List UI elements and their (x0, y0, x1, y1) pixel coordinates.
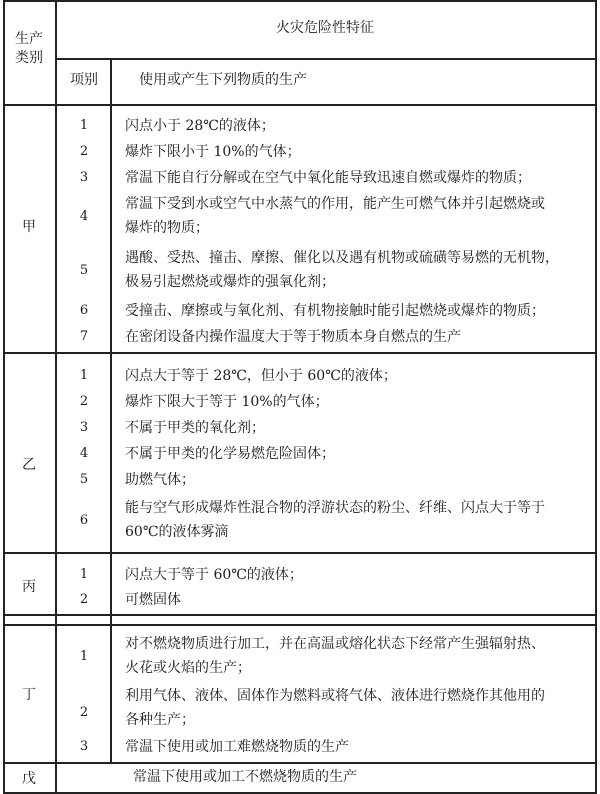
item-number: 4 (79, 209, 89, 224)
header-divider (55, 58, 597, 60)
table-border-top (3, 0, 597, 2)
item-text-cont: 火花或火焰的生产； (125, 660, 251, 676)
item-number: 1 (79, 118, 89, 133)
header-category-line1: 生产 (15, 31, 43, 47)
column-divider-item (110, 58, 112, 762)
category-yi: 乙 (22, 457, 36, 473)
group-divider-bing-ding-b (3, 624, 597, 626)
item-number: 1 (79, 649, 89, 664)
header-substance-desc: 使用或产生下列物质的生产 (139, 72, 307, 88)
item-number: 3 (79, 420, 89, 435)
item-number: 2 (79, 394, 89, 409)
item-text: 常温下能自行分解或在空气中氧化能导致迅速自燃或爆炸的物质； (125, 170, 531, 186)
item-number: 6 (79, 513, 89, 528)
table-border-right (595, 0, 597, 794)
item-number: 6 (79, 303, 89, 318)
item-text: 助燃气体； (125, 472, 195, 488)
item-number: 1 (79, 567, 89, 582)
item-text: 遇酸、受热、撞击、摩擦、催化以及遇有机物或硫磺等易燃的无机物， (125, 250, 559, 266)
header-bottom (3, 104, 597, 106)
item-text-cont: 各种生产； (125, 712, 195, 728)
category-ding: 丁 (22, 687, 36, 703)
item-number: 4 (79, 446, 89, 461)
group-divider-bing-ding-a (3, 614, 597, 616)
category-bing: 丙 (22, 579, 36, 595)
item-text: 可燃固体 (125, 592, 181, 608)
group-divider-yi-bing (3, 552, 597, 554)
item-number: 3 (79, 170, 89, 185)
item-number: 5 (79, 472, 89, 487)
item-text: 在密闭设备内操作温度大于等于物质本身自燃点的生产 (125, 329, 461, 345)
item-text: 闪点大于等于 28℃，但小于 60℃的液体； (125, 368, 397, 384)
fire-hazard-table (3, 0, 597, 794)
column-divider-category (55, 0, 57, 794)
category-jia: 甲 (22, 219, 36, 235)
item-text: 不属于甲类的氧化剂； (125, 420, 265, 436)
item-text: 闪点小于 28℃的液体； (125, 118, 275, 134)
item-text-cont: 极易引起燃烧或爆炸的强氧化剂； (125, 274, 335, 290)
item-text: 爆炸下限小于 10%的气体； (125, 144, 301, 160)
item-text-cont: 爆炸的物质； (125, 220, 209, 236)
item-number: 2 (79, 592, 89, 607)
item-text: 闪点大于等于 60℃的液体； (125, 567, 303, 583)
header-category (4, 30, 54, 68)
item-text-cont: 60℃的液体雾滴 (125, 524, 229, 540)
item-text: 利用气体、液体、固体作为燃料或将气体、液体进行燃烧作其他用的 (125, 688, 545, 704)
table-border-bottom (3, 792, 597, 794)
category-wu: 戊 (22, 771, 36, 787)
item-text: 对不燃烧物质进行加工，并在高温或熔化状态下经常产生强辐射热、 (125, 636, 545, 652)
item-text: 不属于甲类的化学易燃危险固体； (125, 446, 335, 462)
item-number: 3 (79, 739, 89, 754)
group-divider-jia-yi (3, 352, 597, 354)
group-divider-ding-wu (3, 762, 597, 764)
item-text: 受撞击、摩擦或与氧化剂、有机物接触时能引起燃烧或爆炸的物质； (125, 303, 545, 319)
item-text: 常温下使用或加工难燃烧物质的生产 (125, 739, 349, 755)
item-number: 5 (79, 263, 89, 278)
item-text: 常温下受到水或空气中水蒸气的作用，能产生可燃气体并引起燃烧或 (125, 196, 545, 212)
item-number: 7 (79, 329, 89, 344)
item-text: 爆炸下限大于等于 10%的气体； (125, 394, 329, 410)
header-category-line2: 类别 (15, 50, 43, 66)
item-number: 2 (79, 144, 89, 159)
table-border-left (3, 0, 5, 794)
item-number: 1 (79, 368, 89, 383)
item-number: 2 (79, 705, 89, 720)
item-text: 能与空气形成爆炸性混合物的浮游状态的粉尘、纤维、闪点大于等于 (125, 500, 545, 516)
header-fire-hazard: 火灾危险性特征 (276, 20, 374, 36)
header-item: 项别 (70, 72, 98, 88)
item-text: 常温下使用或加工不燃烧物质的生产 (133, 769, 357, 785)
